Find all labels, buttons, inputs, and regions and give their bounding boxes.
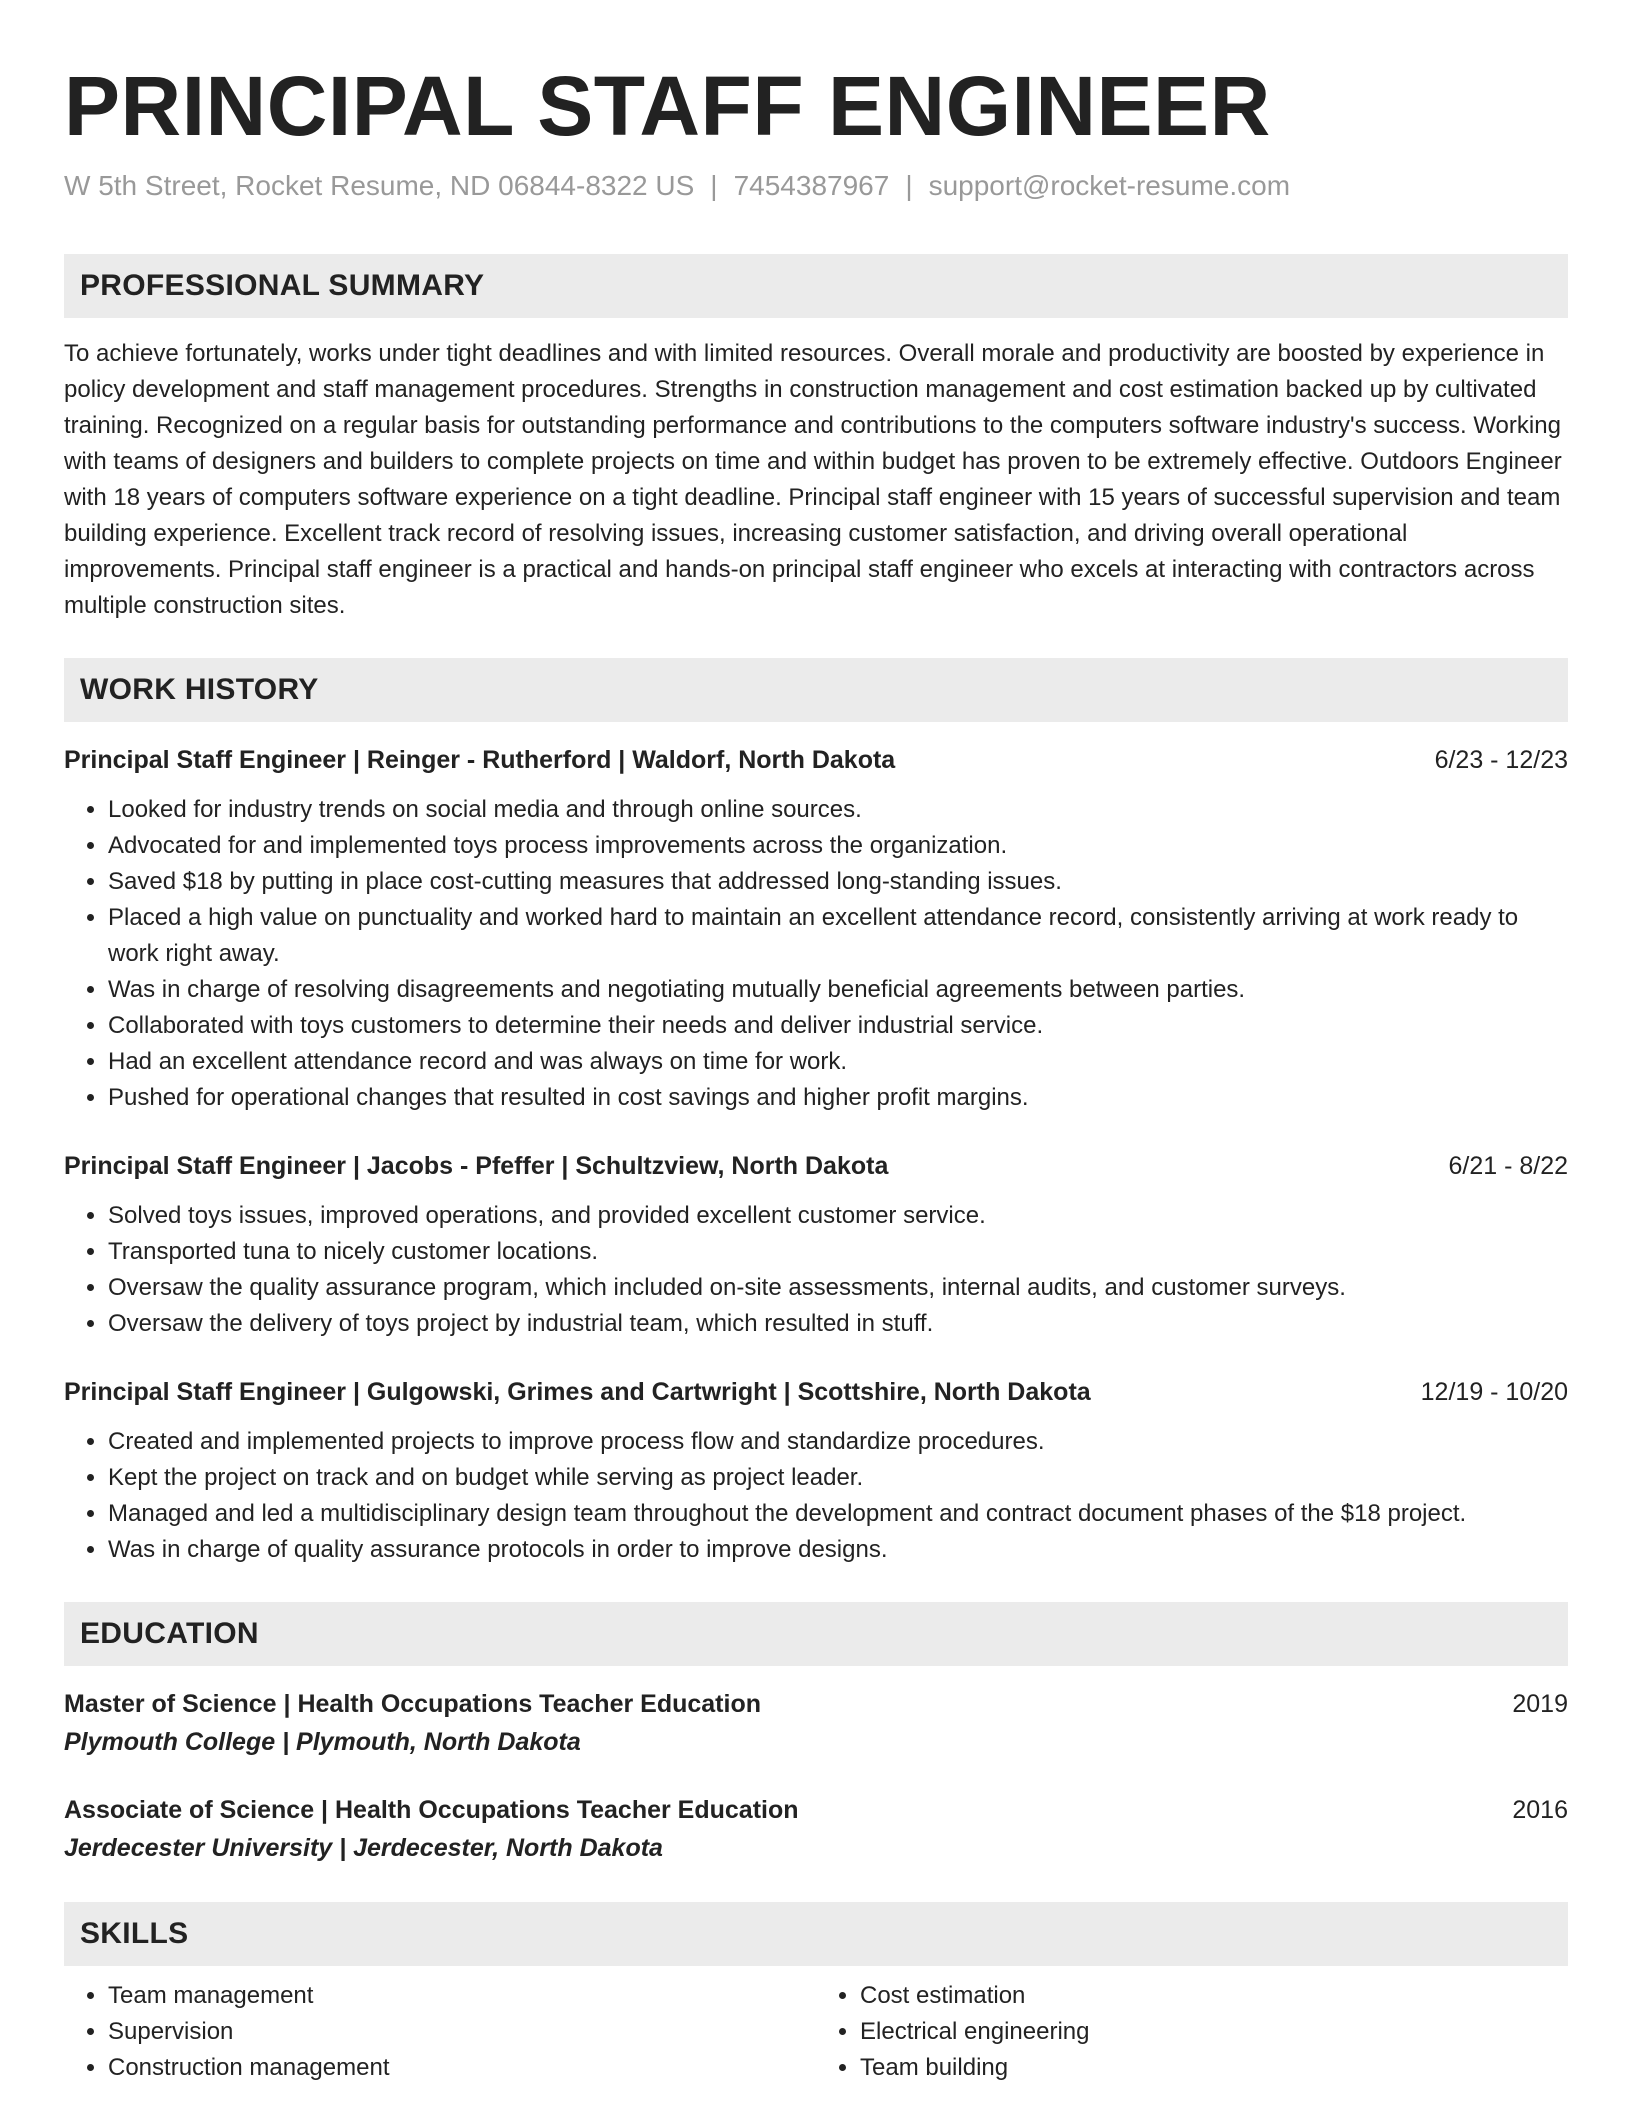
job-entry <box>64 1374 1568 1568</box>
skills-list <box>64 1978 1568 2086</box>
section-header-education <box>64 1602 1568 1666</box>
list-item: • Managed and led a multidisciplinary design team throughout the development and contract document phases of the $18 project. <box>108 1496 1568 1532</box>
list-item: • Solved toys issues, improved operations, and provided excellent customer service. <box>108 1198 1568 1234</box>
list-item: • Pushed for operational changes that resulted in cost savings and higher profit margins. <box>108 1080 1568 1116</box>
list-item: • Kept the project on track and on budget while serving as project leader. <box>108 1460 1568 1496</box>
list-item: • Was in charge of resolving disagreements and negotiating mutually beneficial agreements between parties. <box>108 972 1568 1008</box>
job-header <box>64 1148 1568 1184</box>
list-item: • Placed a high value on punctuality and worked hard to maintain an excellent attendance record, consistently arriving at work ready to work right away. <box>108 900 1568 972</box>
contact-address: W 5th Street, Rocket Resume, ND 06844-8322 US <box>64 170 695 201</box>
education-degree: Associate of Science | Health Occupations Teacher Education <box>64 1796 799 1824</box>
job-title: Principal Staff Engineer | Reinger - Rutherford | Waldorf, North Dakota <box>64 746 896 774</box>
education-year: 2016 <box>1512 1796 1568 1824</box>
section-title: EDUCATION <box>80 1617 259 1650</box>
list-item: • Advocated for and implemented toys process improvements across the organization. <box>108 828 1568 864</box>
list-item: • Had an excellent attendance record and was always on time for work. <box>108 1044 1568 1080</box>
skill-item: • Supervision <box>108 2014 816 2050</box>
section-title: PROFESSIONAL SUMMARY <box>80 269 485 302</box>
section-header-summary <box>64 254 1568 318</box>
education-header <box>64 1792 1568 1828</box>
list-item: • Oversaw the delivery of toys project by industrial team, which resulted in stuff. <box>108 1306 1568 1342</box>
job-title: Principal Staff Engineer | Gulgowski, Grimes and Cartwright | Scottshire, North Dakota <box>64 1378 1091 1406</box>
education-entry <box>64 1792 1568 1868</box>
education-header <box>64 1686 1568 1722</box>
education-school: Jerdecester University | Jerdecester, North Dakota <box>64 1834 663 1862</box>
contact-separator: | <box>905 170 913 201</box>
list-item: • Transported tuna to nicely customer locations. <box>108 1234 1568 1270</box>
list-item: • Created and implemented projects to improve process flow and standardize procedures. <box>108 1424 1568 1460</box>
contact-phone: 7454387967 <box>733 170 890 201</box>
job-bullets <box>64 1198 1568 1342</box>
education-entry <box>64 1686 1568 1762</box>
skill-item: • Team management <box>108 1978 816 2014</box>
job-dates: 6/23 - 12/23 <box>1434 746 1568 774</box>
summary-text: To achieve fortunately, works under tight deadlines and with limited resources. Overall morale and productivity are boosted by experience in policy development and staff management procedures. Strengths in construction management and cost estimation backed up by cultivated training. Recognized on a regular basis for outstanding performance and contributions to the computers software industry's success. Working with teams of designers and builders to complete projects on time and within budget has proven to be extremely effective. Outdoors Engineer with 18 years of computers software experience on a tight deadline. Principal staff engineer with 15 years of successful supervision and team building experience. Excellent track record of resolving issues, increasing customer satisfaction, and driving overall operational improvements. Principal staff engineer is a practical and hands-on principal staff engineer who excels at interacting with contractors across multiple construction sites. <box>64 340 1562 619</box>
education-school: Plymouth College | Plymouth, North Dakota <box>64 1728 581 1756</box>
education-degree: Master of Science | Health Occupations Teacher Education <box>64 1690 761 1718</box>
job-dates: 12/19 - 10/20 <box>1420 1378 1568 1406</box>
section-header-work-history <box>64 658 1568 722</box>
job-header <box>64 742 1568 778</box>
resume-name: PRINCIPAL STAFF ENGINEER <box>64 59 1271 153</box>
list-item: • Oversaw the quality assurance program, which included on-site assessments, internal audits, and customer surveys. <box>108 1270 1568 1306</box>
education-year: 2019 <box>1512 1690 1568 1718</box>
job-bullets <box>64 792 1568 1116</box>
skill-item: • Construction management <box>108 2050 816 2086</box>
skill-item: • Electrical engineering <box>860 2014 1568 2050</box>
contact-line <box>64 168 1568 204</box>
contact-separator: | <box>710 170 718 201</box>
job-dates: 6/21 - 8/22 <box>1448 1152 1568 1180</box>
job-entry <box>64 742 1568 1116</box>
skills-column-right <box>816 1978 1568 2086</box>
section-title: WORK HISTORY <box>80 673 319 706</box>
section-title: SKILLS <box>80 1917 189 1950</box>
section-header-skills <box>64 1902 1568 1966</box>
job-title: Principal Staff Engineer | Jacobs - Pfeffer | Schultzview, North Dakota <box>64 1152 889 1180</box>
job-bullets <box>64 1424 1568 1568</box>
list-item: • Was in charge of quality assurance protocols in order to improve designs. <box>108 1532 1568 1568</box>
list-item: • Saved $18 by putting in place cost-cutting measures that addressed long-standing issues. <box>108 864 1568 900</box>
skills-column-left <box>64 1978 816 2086</box>
skill-item: • Cost estimation <box>860 1978 1568 2014</box>
list-item: • Collaborated with toys customers to determine their needs and deliver industrial service. <box>108 1008 1568 1044</box>
skill-item: • Team building <box>860 2050 1568 2086</box>
job-header <box>64 1374 1568 1410</box>
list-item: • Looked for industry trends on social media and through online sources. <box>108 792 1568 828</box>
contact-email: support@rocket-resume.com <box>928 170 1291 201</box>
job-entry <box>64 1148 1568 1342</box>
